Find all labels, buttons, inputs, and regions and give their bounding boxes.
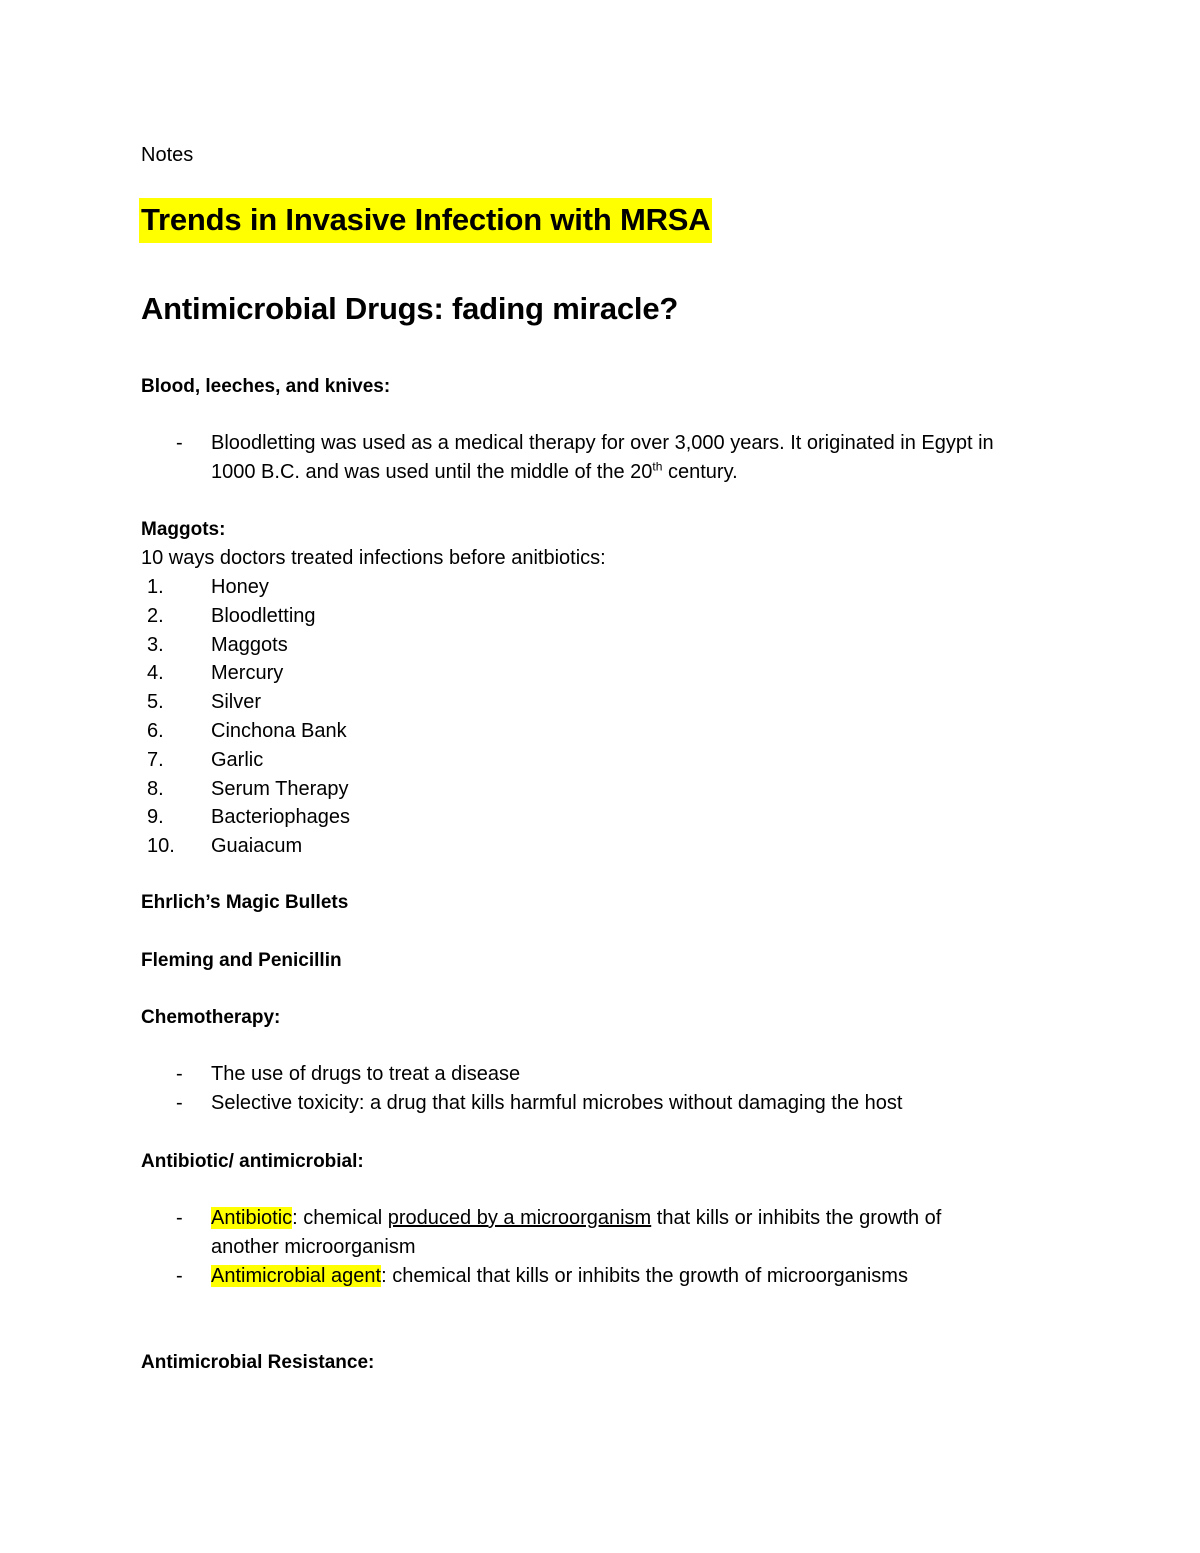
highlight-term-antimicrobial-agent: Antimicrobial agent bbox=[211, 1265, 382, 1287]
antibiotic-bullet-line1 bbox=[211, 1207, 941, 1230]
antibiotic-def-post: that kills or inhibits the growth of bbox=[651, 1207, 942, 1229]
bullet-dash: - bbox=[176, 1207, 183, 1229]
list-item: Bacteriophages bbox=[211, 806, 350, 828]
list-item: Honey bbox=[211, 576, 269, 598]
list-item: Maggots bbox=[211, 634, 288, 656]
antibiotic-bullet-line2: another microorganism bbox=[211, 1236, 416, 1258]
section-heading-ehrlich: Ehrlich’s Magic Bullets bbox=[141, 892, 349, 913]
list-item: Cinchona Bank bbox=[211, 720, 347, 742]
section-heading-fleming: Fleming and Penicillin bbox=[141, 950, 342, 971]
sub-title: Antimicrobial Drugs: fading miracle? bbox=[141, 291, 679, 326]
section-heading-blood: Blood, leeches, and knives: bbox=[141, 376, 391, 397]
list-item-number: 3. bbox=[147, 634, 164, 656]
chemo-bullet-1: The use of drugs to treat a disease bbox=[211, 1063, 521, 1085]
list-item-number: 10. bbox=[147, 835, 175, 857]
list-item: Bloodletting bbox=[211, 605, 316, 627]
bullet-dash: - bbox=[176, 1092, 183, 1114]
list-item-number: 4. bbox=[147, 662, 164, 684]
bullet-dash: - bbox=[176, 1063, 183, 1085]
bullet-dash: - bbox=[176, 432, 183, 454]
list-item-number: 9. bbox=[147, 806, 164, 828]
antibiotic-def-pre: : chemical bbox=[292, 1207, 388, 1229]
notes-label: Notes bbox=[141, 144, 194, 166]
list-item-number: 8. bbox=[147, 778, 164, 800]
bullet-dash: - bbox=[176, 1265, 183, 1287]
chemo-bullet-2: Selective toxicity: a drug that kills harmful microbes without damaging the host bbox=[211, 1092, 903, 1114]
section-heading-antibiotic: Antibiotic/ antimicrobial: bbox=[141, 1151, 364, 1172]
highlight-term-antibiotic: Antibiotic bbox=[211, 1207, 293, 1229]
section-heading-resistance: Antimicrobial Resistance: bbox=[141, 1352, 375, 1373]
list-item: Garlic bbox=[211, 749, 264, 771]
list-item: Mercury bbox=[211, 662, 284, 684]
section-heading-chemotherapy: Chemotherapy: bbox=[141, 1007, 281, 1028]
blood-line2-text: 1000 B.C. and was used until the middle of the 20 bbox=[211, 461, 653, 483]
list-item: Guaiacum bbox=[211, 835, 303, 857]
main-title-highlight: Trends in Invasive Infection with MRSA bbox=[139, 198, 712, 243]
blood-bullet-line1: Bloodletting was used as a medical therapy for over 3,000 years. It originated in Egypt in bbox=[211, 432, 994, 454]
list-item-number: 6. bbox=[147, 720, 164, 742]
list-item-number: 1. bbox=[147, 576, 164, 598]
antimicrobial-bullet bbox=[211, 1265, 908, 1288]
list-item: Serum Therapy bbox=[211, 778, 349, 800]
list-item-number: 5. bbox=[147, 691, 164, 713]
list-item: Silver bbox=[211, 691, 262, 713]
list-item-number: 2. bbox=[147, 605, 164, 627]
underlined-phrase: produced by a microorganism bbox=[387, 1207, 652, 1229]
maggots-intro: 10 ways doctors treated infections before anitbiotics: bbox=[141, 547, 606, 569]
main-title bbox=[139, 202, 712, 238]
blood-bullet-line2 bbox=[211, 461, 738, 484]
blood-line2-tail: century. bbox=[662, 461, 738, 483]
list-item-number: 7. bbox=[147, 749, 164, 771]
section-heading-maggots: Maggots: bbox=[141, 519, 226, 540]
superscript-th: th bbox=[652, 459, 663, 474]
antimicrobial-def: : chemical that kills or inhibits the growth of microorganisms bbox=[381, 1265, 908, 1287]
